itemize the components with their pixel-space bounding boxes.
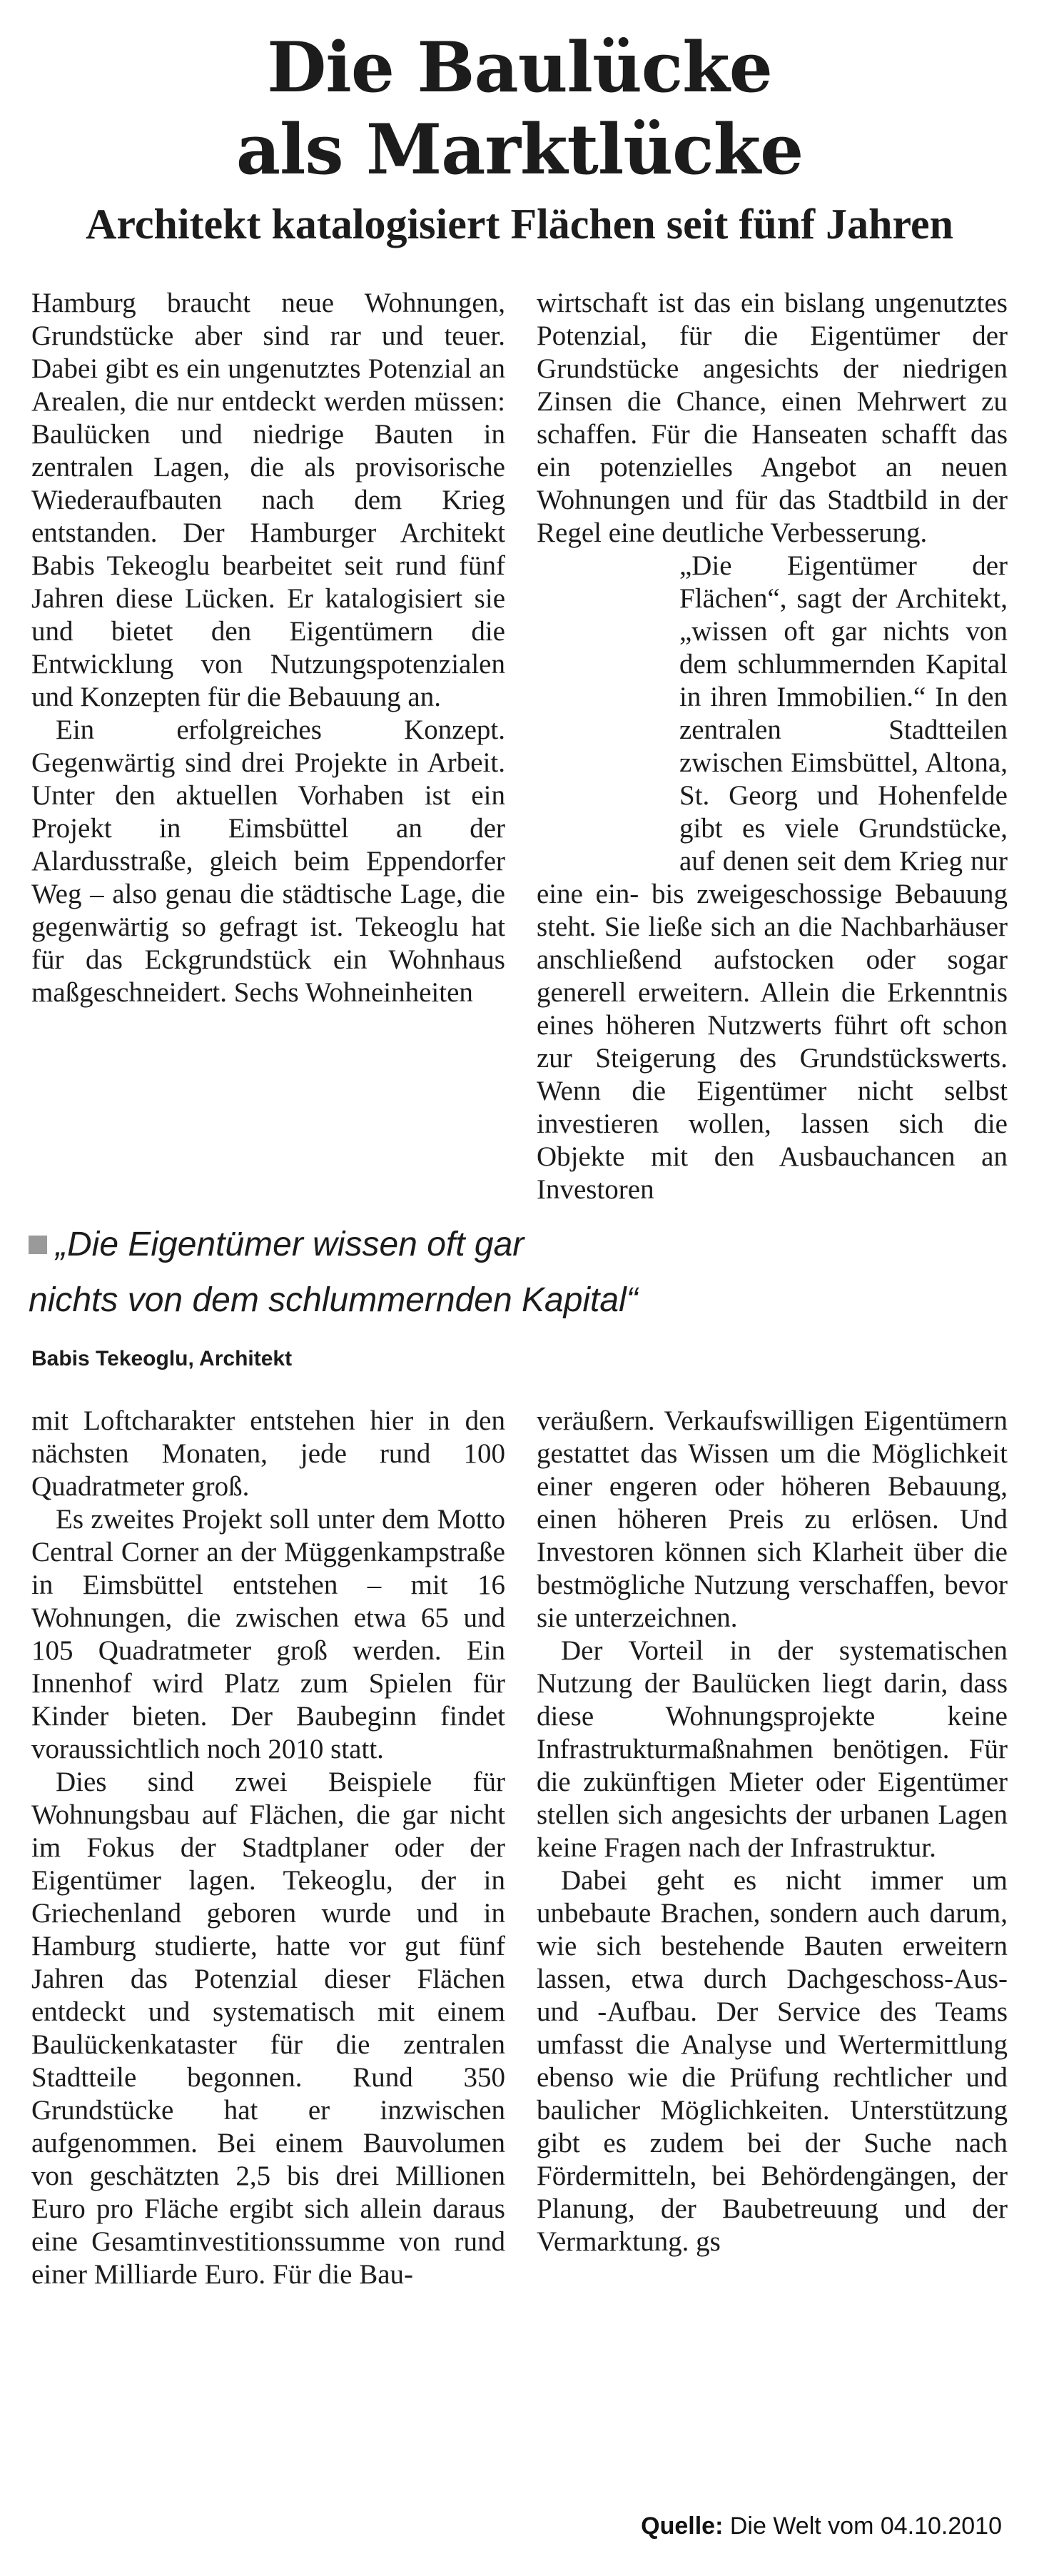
article-paragraph: mit Loftcharakter entstehen hier in den nächsten Monaten, jede rund 100 Quadratmeter groß. bbox=[31, 1405, 505, 1502]
subheadline: Architekt katalogisiert Flächen seit fünf Jahren bbox=[85, 201, 954, 248]
source-label: Quelle: bbox=[641, 2512, 724, 2540]
article-paragraph: Es zweites Projekt soll unter dem Motto Central Corner an der Müggenkampstraße in Eimsbüttel entstehen – mit 16 Wohnungen, die zwischen etwa 65 und 105 Quadratmeter groß werden. Ein Innenhof wird Platz zum Spielen für Kinder bieten. Der Baubeginn findet voraussichtlich noch 2010 statt. bbox=[31, 1504, 505, 1764]
article-paragraph: Hamburg braucht neue Wohnungen, Grundstücke aber sind rar und teuer. Dabei gibt es ein ungenutztes Potenzial an Arealen, die nur entdeckt werden müssen: Baulücken und niedrige Bauten in zentralen Lagen, die als provisorische Wiederaufbauten nach dem Krieg entstanden. Der Hamburger Architekt Babis Tekeoglu bearbeitet seit rund fünf Jahren diese Lücken. Er katalogisiert sie und bietet den Eigentümern die Entwicklung von Nutzungspotenzialen und Konzepten für die Bebauung an. bbox=[31, 288, 505, 712]
source-text: Die Welt vom 04.10.2010 bbox=[729, 2512, 1002, 2540]
article-paragraph: Ein erfolgreiches Konzept. Gegenwärtig sind drei Projekte in Arbeit. Unter den aktuellen Vorhaben ist ein Projekt in Eimsbüttel an der Alardusstraße, gleich beim Eppendorfer Weg – also genau die städtische Lage, die gegenwärtig so gefragt ist. Tekeoglu hat für das Eckgrundstück ein Wohnhaus maßgeschneidert. Sechs Wohneinheiten bbox=[31, 714, 505, 1008]
pull-quote-text-1: „Die Eigentümer wissen oft gar bbox=[56, 1226, 524, 1263]
source-credit bbox=[641, 2511, 1002, 2541]
article-paragraph: „Die Eigentümer der Flächen“, sagt der Architekt, „wissen oft gar nichts von dem schlummernden Kapital in ihren Immobilien.“ In den zentralen Stadtteilen zwischen Eimsbüttel, Altona, St. Georg und Hohenfelde gibt es viele Grundstücke, auf denen seit dem Krieg nur eine ein- bis zweigeschossige Bebauung steht. Sie ließe sich an die Nachbarhäuser anschließend aufstocken oder sogar generell erweitern. Allein die Erkenntnis eines höheren Nutzwerts führt oft schon zur Steigerung des Grundstückswerts. Wenn die Eigentümer nicht selbst investieren wollen, lassen sich die Objekte mit den Ausbauchancen an Investoren bbox=[537, 550, 1008, 1205]
article-column-2-bottom bbox=[537, 1405, 1008, 2258]
article-paragraph: wirtschaft ist das ein bislang ungenutztes Potenzial, für die Eigentümer der Grundstücke angesichts der niedrigen Zinsen die Chance, einen Mehrwert zu schaffen. Für die Hanseaten schafft das ein potenzielles Angebot an neuen Wohnungen und für das Stadtbild in der Regel eine deutliche Verbesserung. bbox=[537, 288, 1008, 548]
article-paragraph: veräußern. Verkaufswilligen Eigentümern gestattet das Wissen um die Möglichkeit einer engeren oder höheren Bebauung, einen höheren Preis zu erlösen. Und Investoren können sich Klarheit über die bestmögliche Nutzung verschaffen, bevor sie unterzeichnen. bbox=[537, 1405, 1008, 1633]
article-column-1-bottom bbox=[31, 1405, 505, 2291]
headline-line-2: als Marktlücke bbox=[235, 109, 804, 190]
quote-marker-icon bbox=[29, 1236, 47, 1254]
article-column-2-top bbox=[537, 287, 1008, 1206]
article-paragraph: Dabei geht es nicht immer um unbebaute Brachen, sondern auch darum, wie sich bestehende Bauten erweitern lassen, etwa durch Dachgeschoss-Aus- und -Aufbau. Der Service des Teams umfasst die Analyse und Wertermittlung ebenso wie die Prüfung rechtlicher und baulicher Möglichkeiten. Unterstützung gibt es zudem bei der Suche nach Fördermitteln, bei Behördengängen, der Planung, der Baubetreuung und der Vermarktung. gs bbox=[537, 1865, 1008, 2257]
pull-quote-wrap-space bbox=[537, 550, 679, 847]
pull-quote-line-1 bbox=[29, 1217, 528, 1273]
article-column-1-top bbox=[31, 287, 505, 1009]
article-paragraph: Der Vorteil in der systematischen Nutzung der Baulücken liegt darin, dass diese Wohnungsprojekte keine Infrastrukturmaßnahmen benötigen. Für die zukünftigen Mieter oder Eigentümer stellen sich angesichts der urbanen Lagen keine Fragen nach der Infrastruktur. bbox=[537, 1635, 1008, 1863]
article-paragraph: Dies sind zwei Beispiele für Wohnungsbau auf Flächen, die gar nicht im Fokus der Stadtplaner oder der Eigentümer lagen. Tekeoglu, der in Griechenland geboren wurde und in Hamburg studierte, hatte vor gut fünf Jahren das Potenzial dieser Flächen entdeckt und systematisch mit einem Baulückenkataster für die zentralen Stadtteile begonnen. Rund 350 Grundstücke hat er inzwischen aufgenommen. Bei einem Bauvolumen von geschätzten 2,5 bis drei Millionen Euro pro Fläche ergibt sich allein daraus eine Gesamtinvestitionssumme von rund einer Milliarde Euro. Für die Bau- bbox=[31, 1767, 505, 2290]
headline-line-1: Die Baulücke bbox=[267, 27, 772, 108]
pull-quote-author: Babis Tekeoglu, Architekt bbox=[31, 1347, 293, 1370]
pull-quote bbox=[29, 1217, 638, 1328]
pull-quote-line-2: nichts von dem schlummernden Kapital“ bbox=[29, 1281, 638, 1319]
